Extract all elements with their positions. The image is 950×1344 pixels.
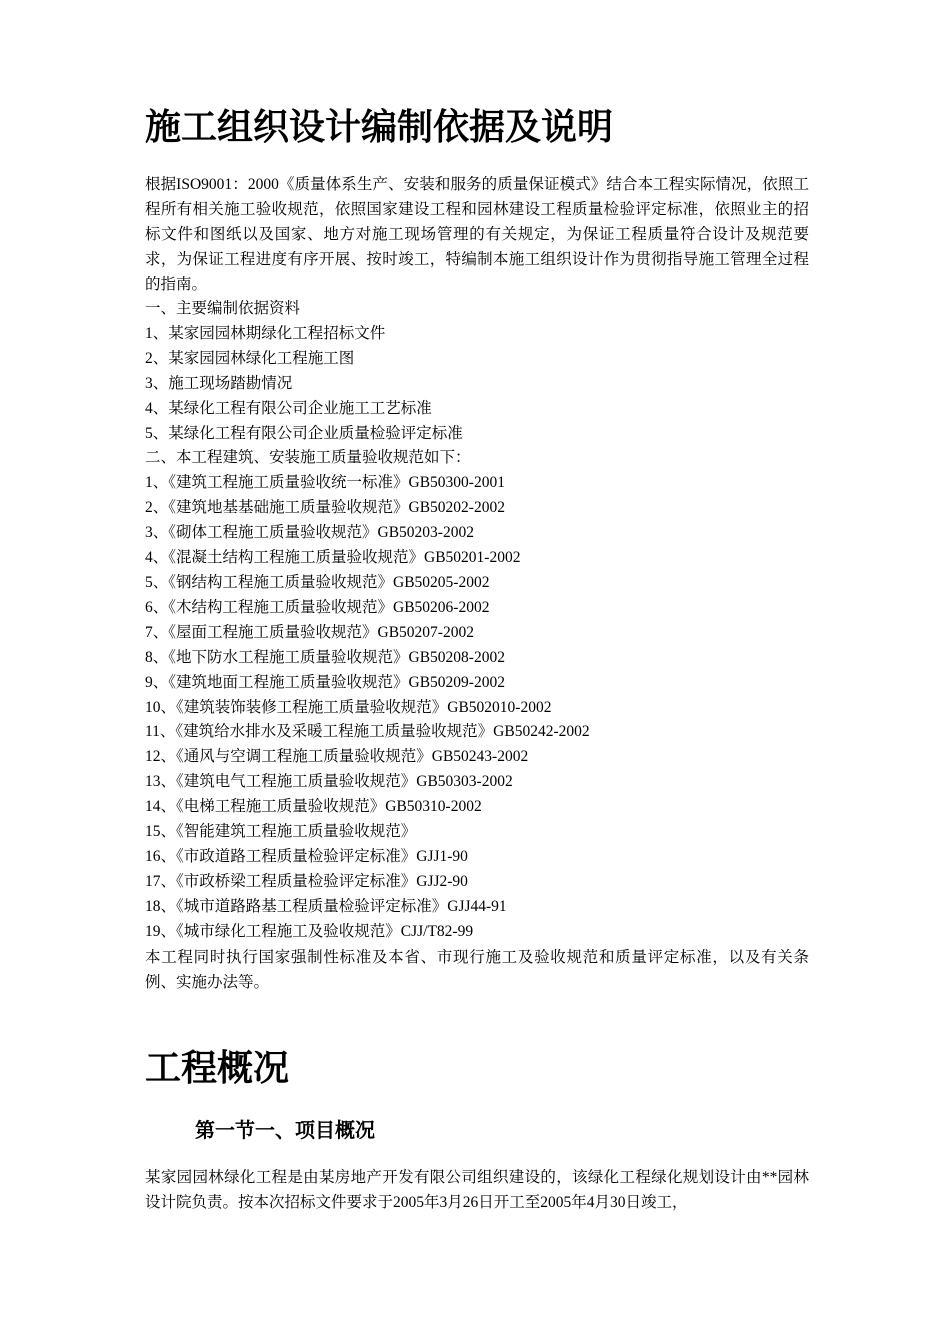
list-item: 11、《建筑给水排水及采暖工程施工质量验收规范》GB50242-2002 xyxy=(145,723,590,741)
list-item: 13、《建筑电气工程施工质量验收规范》GB50303-2002 xyxy=(145,773,513,791)
list-item: 3、施工现场踏勘情况 xyxy=(145,374,293,392)
list-item: 10、《建筑装饰装修工程施工质量验收规范》GB502010-2002 xyxy=(145,698,552,716)
list-item: 6、《木结构工程施工质量验收规范》GB50206-2002 xyxy=(145,598,490,616)
list-item: 19、《城市绿化工程施工及验收规范》CJJ/T82-99 xyxy=(145,922,474,940)
subsection-title: 第一节一、项目概况 xyxy=(195,1117,375,1142)
list-item: 3、《砌体工程施工质量验收规范》GB50203-2002 xyxy=(145,524,474,542)
section-title-basis: 施工组织设计编制依据及说明 xyxy=(145,106,614,148)
list-item: 15、《智能建筑工程施工质量验收规范》 xyxy=(145,823,417,841)
standards-list xyxy=(145,471,809,944)
list-item: 1、某家园园林期绿化工程招标文件 xyxy=(145,324,386,342)
list-item: 4、《混凝土结构工程施工质量验收规范》GB50201-2002 xyxy=(145,549,521,567)
list-item: 18、《城市道路路基工程质量检验评定标准》GJJ44-91 xyxy=(145,897,507,915)
closing-paragraph: 本工程同时执行国家强制性标准及本省、市现行施工及验收规范和质量评定标准，以及有关条例、实施办法等。 xyxy=(145,948,809,991)
list2-heading: 二、本工程建筑、安装施工质量验收规范如下： xyxy=(145,449,471,467)
list-item: 5、某绿化工程有限公司企业质量检验评定标准 xyxy=(145,424,463,442)
list-item: 16、《市政道路工程质量检验评定标准》GJJ1-90 xyxy=(145,847,468,865)
list-item: 14、《电梯工程施工质量验收规范》GB50310-2002 xyxy=(145,798,482,816)
list-item: 17、《市政桥梁工程质量检验评定标准》GJJ2-90 xyxy=(145,872,468,890)
list-item: 5、《钢结构工程施工质量验收规范》GB50205-2002 xyxy=(145,573,490,591)
list-item: 8、《地下防水工程施工质量验收规范》GB50208-2002 xyxy=(145,648,505,666)
list-item: 2、某家园园林绿化工程施工图 xyxy=(145,349,355,367)
overview-paragraph: 某家园园林绿化工程是由某房地产开发有限公司组织建设的，该绿化工程绿化规划设计由**园林设计院负责。按本次招标文件要求于2005年3月26日开工至2005年4月30日竣工， xyxy=(145,1168,809,1211)
intro-paragraph: 根据ISO9001：2000《质量体系生产、安装和服务的质量保证模式》结合本工程实际情况，依照工程所有相关施工验收规范，依照国家建设工程和园林建设工程质量检验评定标准，依照业主的招标文件和图纸以及国家、地方对施工现场管理的有关规定，为保证工程质量符合设计及规范要求，为保证工程进度有序开展、按时竣工，特编制本施工组织设计作为贯彻指导施工管理全过程的指南。 xyxy=(145,176,809,293)
list-item: 7、《屋面工程施工质量验收规范》GB50207-2002 xyxy=(145,623,474,641)
section-title-overview: 工程概况 xyxy=(145,1046,290,1089)
list-item: 9、《建筑地面工程施工质量验收规范》GB50209-2002 xyxy=(145,673,505,691)
document-content xyxy=(145,100,809,1215)
list-item: 1、《建筑工程施工质量验收统一标准》GB50300-2001 xyxy=(145,474,505,492)
basis-materials-list xyxy=(145,322,809,447)
list-item: 4、某绿化工程有限公司企业施工工艺标准 xyxy=(145,399,432,417)
list-item: 12、《通风与空调工程施工质量验收规范》GB50243-2002 xyxy=(145,748,529,766)
list1-heading: 一、主要编制依据资料 xyxy=(145,300,301,317)
list-item: 2、《建筑地基基础施工质量验收规范》GB50202-2002 xyxy=(145,499,505,517)
